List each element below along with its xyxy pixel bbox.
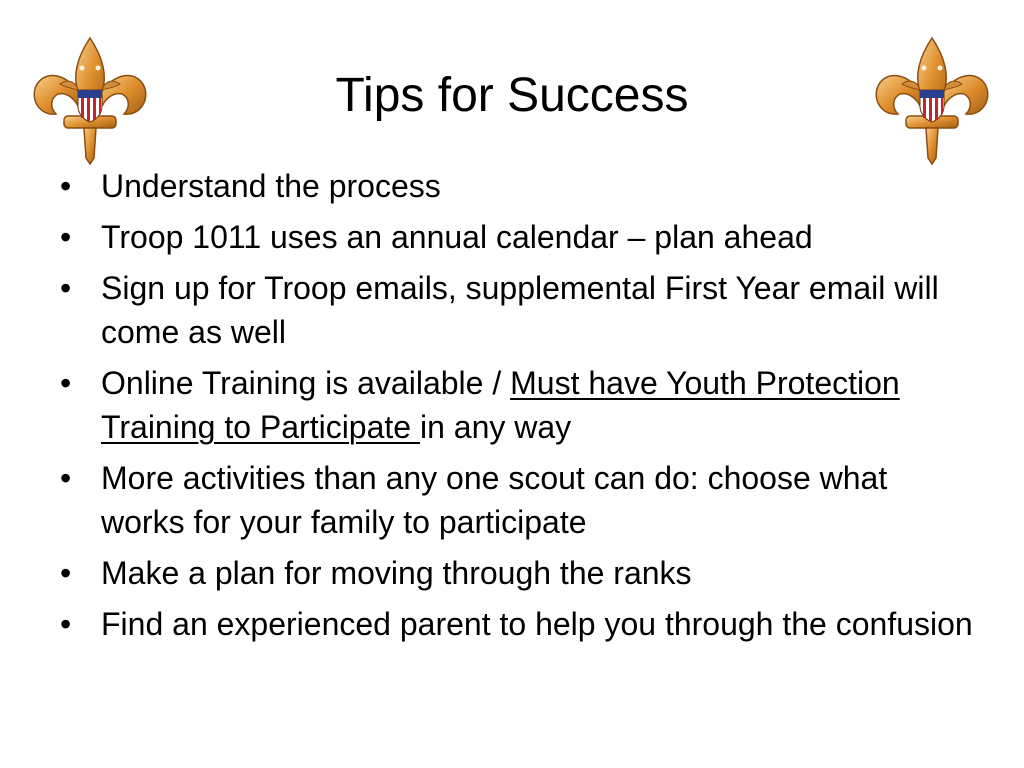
bullet-text: Make a plan for moving through the ranks (101, 555, 692, 591)
bullet-text-underlined: Must have Youth Protection Training to Participate (101, 365, 900, 445)
bullet-dot-icon: • (60, 365, 72, 401)
bullet-text: in any way (419, 409, 572, 445)
bullet-dot-icon: • (60, 168, 72, 204)
fleur-de-lis-icon (872, 34, 992, 166)
slide-title: Tips for Success (335, 69, 689, 122)
bullet-dot-icon: • (60, 270, 72, 306)
bullet-item (56, 361, 976, 449)
bullet-list (56, 164, 976, 653)
bullet-text: Troop 1011 uses an annual calendar – plan ahead (101, 219, 813, 255)
bullet-text: Sign up for Troop emails, supplemental First Year email will come as well (101, 270, 939, 350)
bullet-item (56, 266, 976, 354)
bullet-text: More activities than any one scout can do: choose what works for your family to participate (101, 460, 888, 540)
bullet-item (56, 456, 976, 544)
bullet-item (56, 164, 976, 208)
bullet-item (56, 551, 976, 595)
bullet-dot-icon: • (60, 555, 72, 591)
bullet-item (56, 215, 976, 259)
bullet-text: Online Training is available / (101, 365, 511, 401)
bullet-dot-icon: • (60, 219, 72, 255)
bullet-dot-icon: • (60, 606, 72, 642)
fleur-de-lis-icon (30, 34, 150, 166)
bullet-item (56, 602, 976, 646)
bullet-text: Find an experienced parent to help you through the confusion (101, 606, 973, 642)
bullet-text: Understand the process (101, 168, 441, 204)
bullet-dot-icon: • (60, 460, 72, 496)
